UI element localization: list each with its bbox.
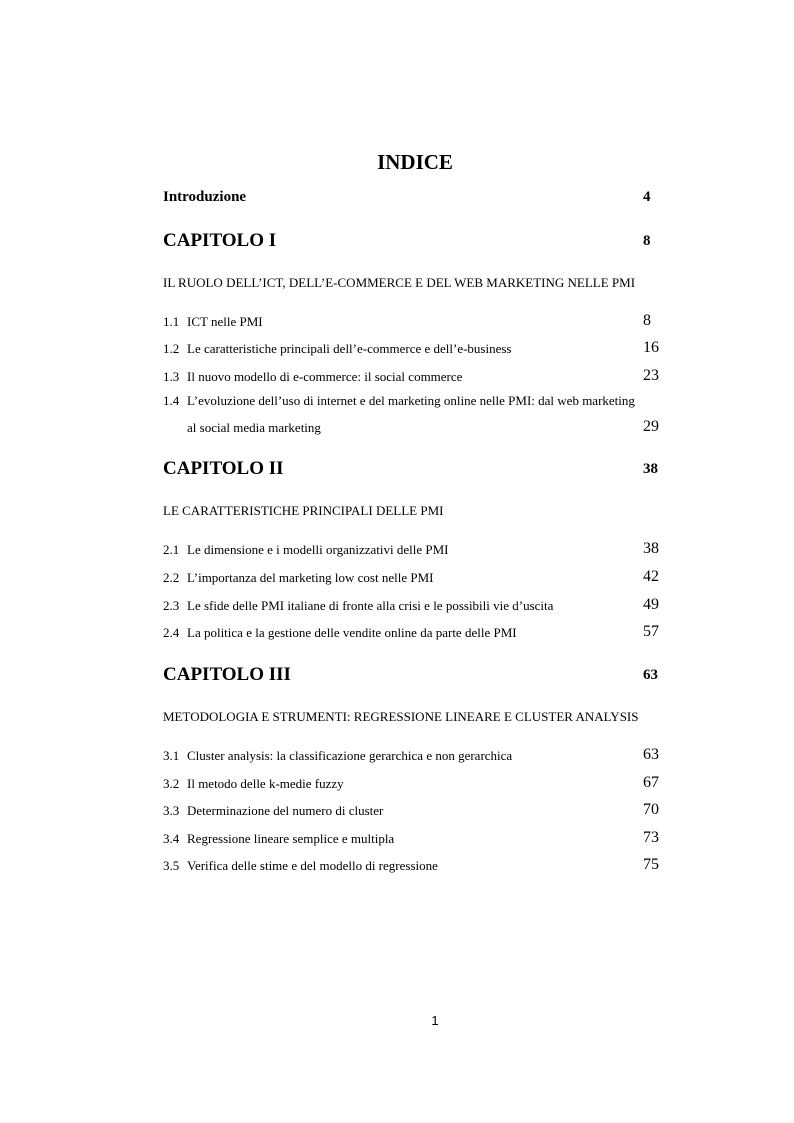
chapter-1-subtitle: IL RUOLO DELL’ICT, DELL’E-COMMERCE E DEL WEB MARKETING NELLE PMI xyxy=(163,275,636,290)
entry-page: 70 xyxy=(643,801,659,818)
entry-page: 57 xyxy=(643,623,659,640)
toc-entry xyxy=(163,803,383,819)
toc-entry xyxy=(163,369,462,385)
entry-number: 1.4 xyxy=(163,393,180,408)
entry-text: Le caratteristiche principali dell’e-commerce e dell’e-business xyxy=(187,341,512,356)
entry-page: 8 xyxy=(643,312,651,329)
entry-page: 16 xyxy=(643,339,659,356)
entry-page: 42 xyxy=(643,568,659,585)
entry-text: ICT nelle PMI xyxy=(187,314,263,329)
chapter-2-heading: CAPITOLO II xyxy=(163,458,284,479)
entry-text: Il metodo delle k-medie fuzzy xyxy=(187,776,344,791)
entry-text: Le dimensione e i modelli organizzativi delle PMI xyxy=(187,542,449,557)
entry-number: 3.1 xyxy=(163,748,180,763)
chapter-3-heading: CAPITOLO III xyxy=(163,664,291,685)
entry-number: 1.2 xyxy=(163,341,180,356)
entry-number: 3.3 xyxy=(163,803,180,818)
entry-text: Determinazione del numero di cluster xyxy=(187,803,384,818)
entry-text: L’evoluzione dell’uso di internet e del marketing online nelle PMI: dal web marketing xyxy=(187,393,635,408)
entry-page: 49 xyxy=(643,596,659,613)
entry-page: 23 xyxy=(643,367,659,384)
intro-page: 4 xyxy=(643,189,651,205)
entry-number: 1.3 xyxy=(163,369,180,384)
entry-text: Regressione lineare semplice e multipla xyxy=(187,831,395,846)
entry-page: 38 xyxy=(643,540,659,557)
toc-entry xyxy=(163,776,344,792)
entry-text: L’importanza del marketing low cost nelle PMI xyxy=(187,570,434,585)
toc-entry xyxy=(163,748,512,764)
toc-entry xyxy=(163,598,553,614)
toc-entry xyxy=(163,314,263,330)
intro-label: Introduzione xyxy=(163,189,247,205)
chapter-2-page: 38 xyxy=(643,461,658,477)
toc-entry xyxy=(163,393,635,409)
chapter-3-page: 63 xyxy=(643,667,658,683)
entry-number: 2.2 xyxy=(163,570,180,585)
entry-number: 2.4 xyxy=(163,625,180,640)
entry-number: 3.4 xyxy=(163,831,180,846)
entry-text-continued: al social media marketing xyxy=(187,420,321,435)
toc-entry xyxy=(163,542,449,558)
chapter-1-page: 8 xyxy=(643,233,651,249)
entry-text: Le sfide delle PMI italiane di fronte alla crisi e le possibili vie d’uscita xyxy=(187,598,554,613)
page-title: INDICE xyxy=(377,150,453,174)
entry-page: 29 xyxy=(643,418,659,435)
toc-entry xyxy=(163,625,517,641)
chapter-3-subtitle: METODOLOGIA E STRUMENTI: REGRESSIONE LINEARE E CLUSTER ANALYSIS xyxy=(163,709,639,724)
entry-text: Verifica delle stime e del modello di regressione xyxy=(187,858,438,873)
entry-number: 1.1 xyxy=(163,314,180,329)
toc-entry xyxy=(163,570,433,586)
entry-text: Il nuovo modello di e-commerce: il social commerce xyxy=(187,369,463,384)
entry-page: 63 xyxy=(643,746,659,763)
toc-entry xyxy=(163,341,511,357)
entry-page: 75 xyxy=(643,856,659,873)
entry-number: 2.1 xyxy=(163,542,180,557)
entry-text: La politica e la gestione delle vendite online da parte delle PMI xyxy=(187,625,517,640)
entry-number: 3.5 xyxy=(163,858,180,873)
page-number: 1 xyxy=(431,1013,439,1028)
entry-page: 73 xyxy=(643,829,659,846)
entry-page: 67 xyxy=(643,774,659,791)
chapter-2-subtitle: LE CARATTERISTICHE PRINCIPALI DELLE PMI xyxy=(163,503,444,518)
entry-text: Cluster analysis: la classificazione gerarchica e non gerarchica xyxy=(187,748,513,763)
toc-entry xyxy=(163,831,394,847)
toc-entry xyxy=(163,858,438,874)
entry-number: 3.2 xyxy=(163,776,180,791)
entry-number: 2.3 xyxy=(163,598,180,613)
chapter-1-heading: CAPITOLO I xyxy=(163,230,277,251)
